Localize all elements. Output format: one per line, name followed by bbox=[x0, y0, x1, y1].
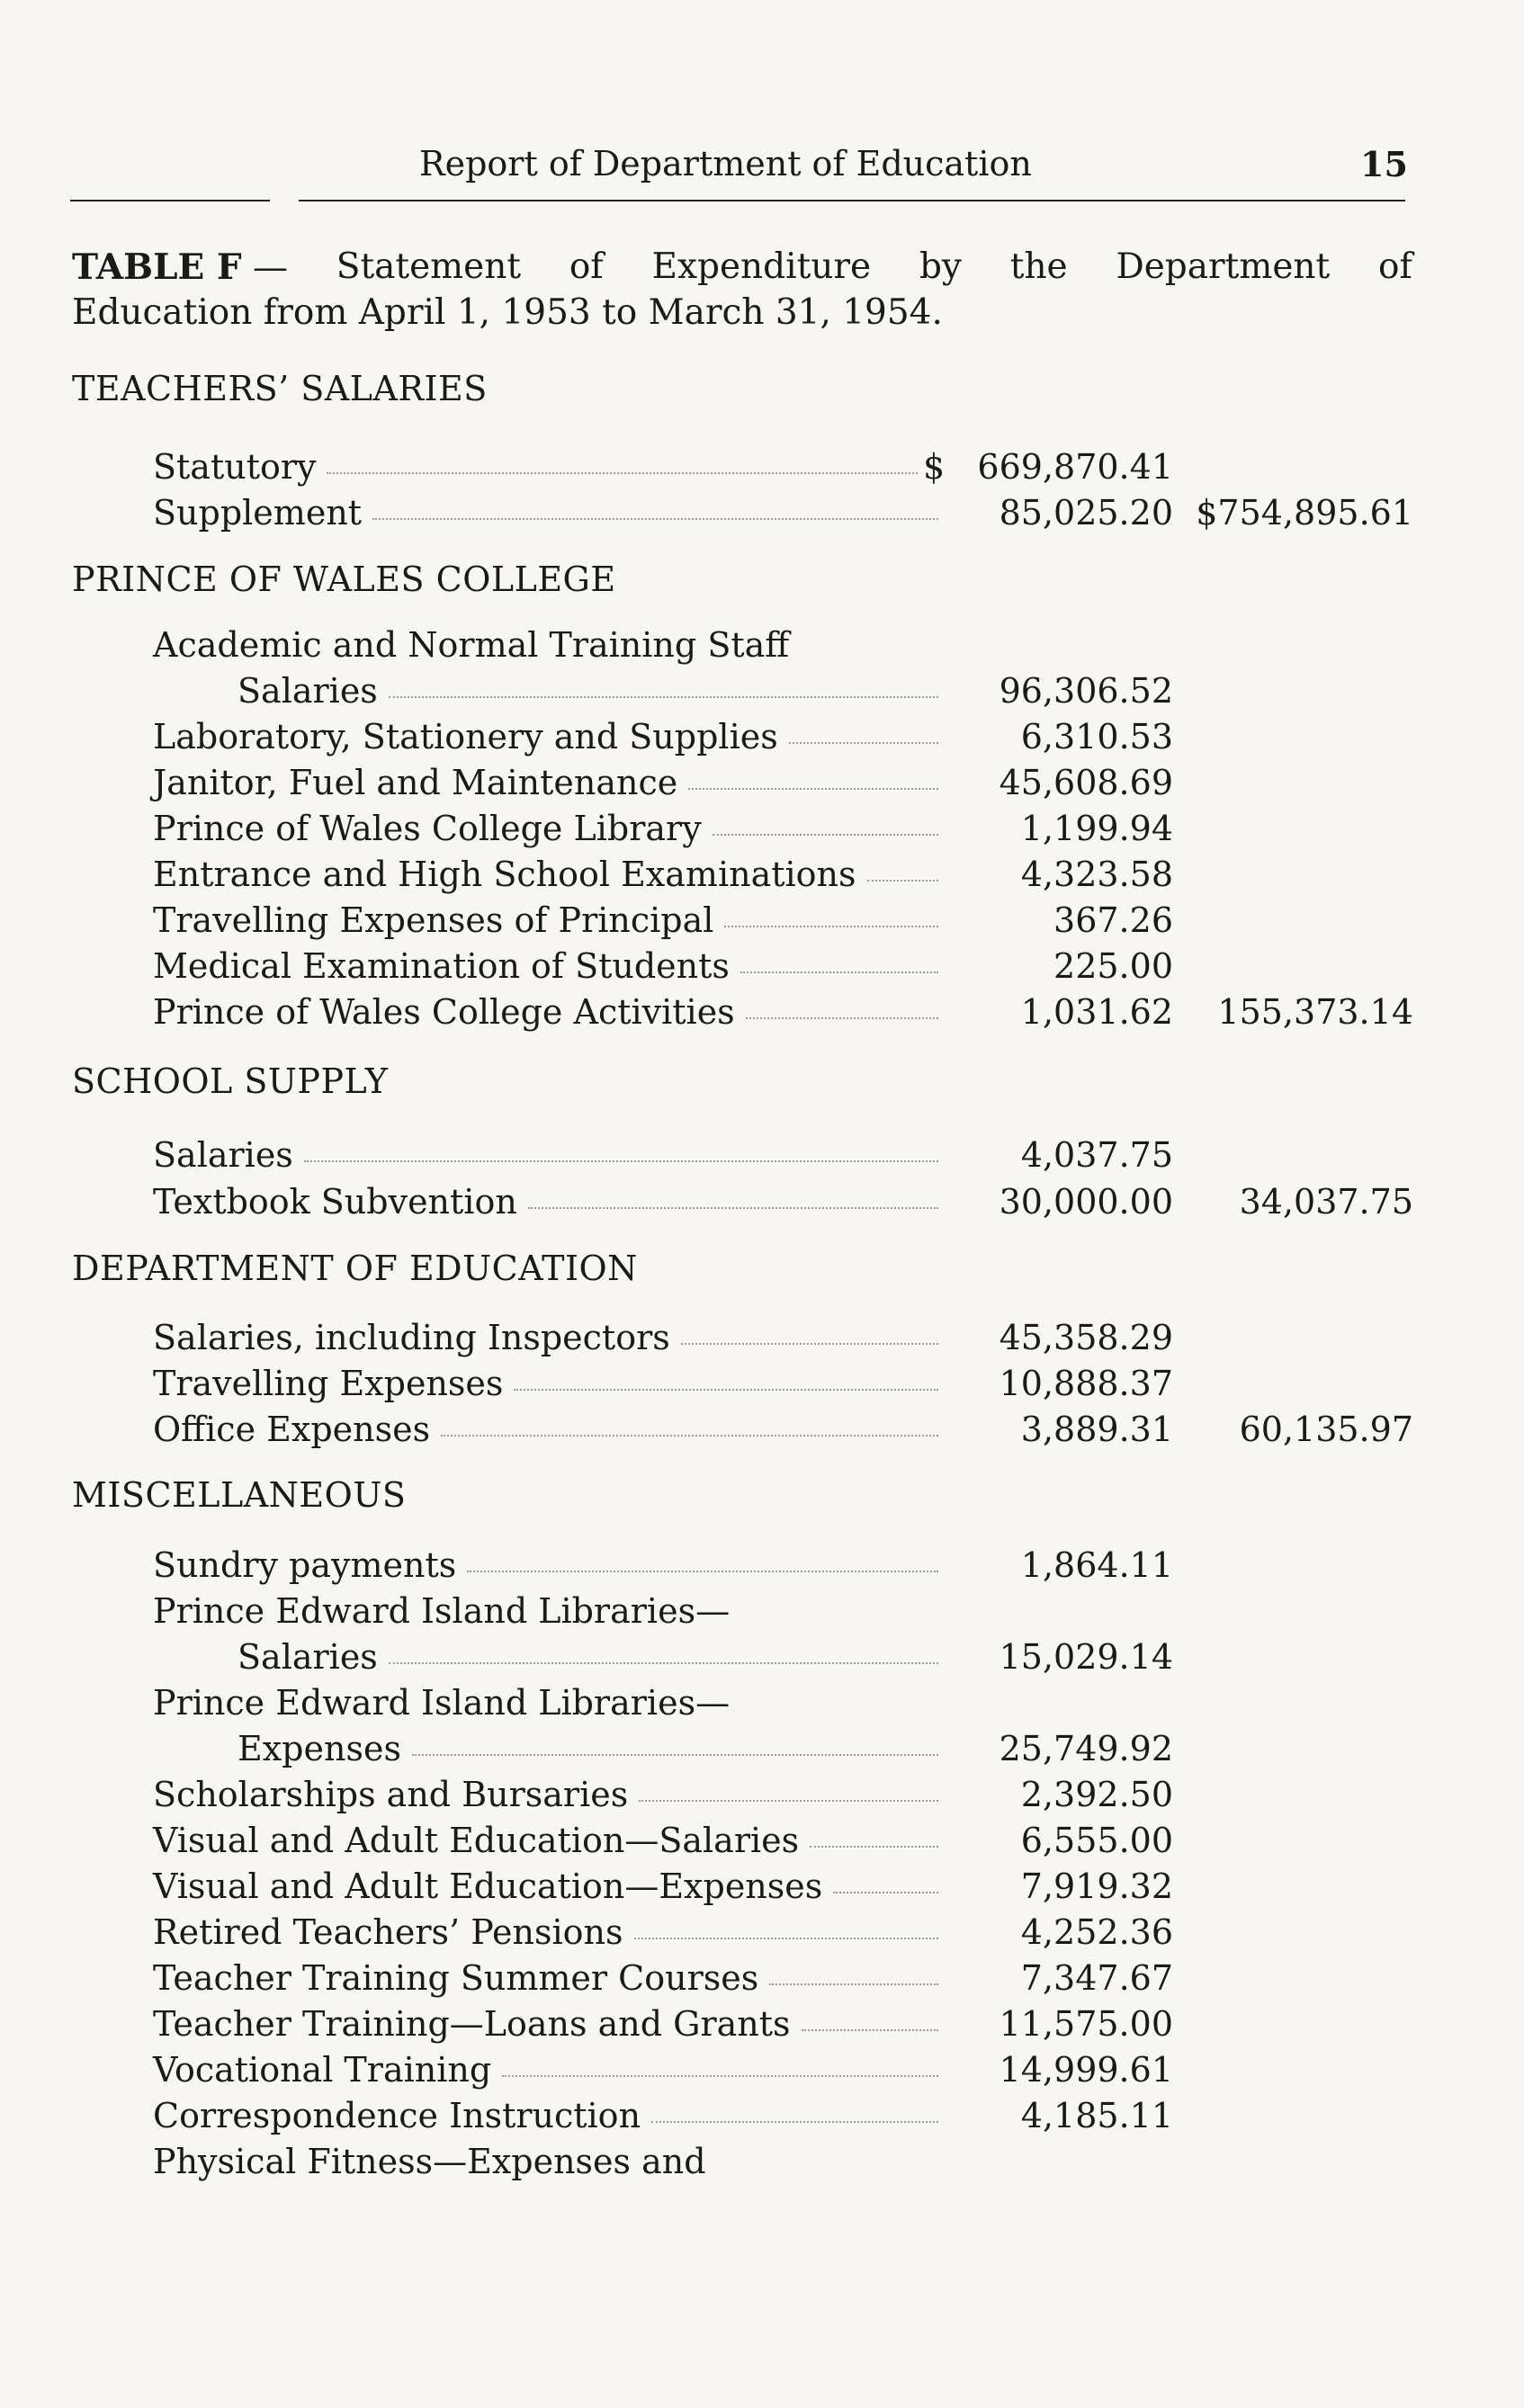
row-label: Office Expenses bbox=[153, 1410, 431, 1449]
dot-leader bbox=[833, 1892, 938, 1893]
row-amount: 1,031.62 bbox=[1020, 992, 1173, 1032]
dot-leader bbox=[502, 2075, 938, 2077]
dot-leader bbox=[304, 1160, 938, 1162]
dot-leader bbox=[746, 1017, 938, 1019]
section-total: $754,895.61 bbox=[1196, 493, 1413, 533]
table-row bbox=[0, 1683, 1524, 1728]
dot-leader bbox=[802, 2029, 938, 2031]
table-row bbox=[0, 1318, 1524, 1363]
row-amount: 367.26 bbox=[1053, 900, 1173, 940]
caption-word: Expenditure bbox=[651, 246, 872, 287]
header-rule bbox=[299, 200, 1405, 201]
table-row bbox=[0, 1410, 1524, 1455]
row-label: Sundry payments bbox=[153, 1545, 457, 1585]
running-head bbox=[0, 144, 1524, 189]
row-label: Laboratory, Stationery and Supplies bbox=[153, 717, 778, 756]
row-label: Supplement bbox=[153, 493, 363, 533]
caption-word: Department bbox=[1116, 246, 1331, 287]
row-label: Scholarships and Bursaries bbox=[153, 1775, 629, 1814]
table-row bbox=[0, 1182, 1524, 1227]
table-row bbox=[0, 1912, 1524, 1957]
caption-line-2: Education from April 1, 1953 to March 31, 1954. bbox=[72, 292, 943, 333]
row-label: Physical Fitness—Expenses and bbox=[153, 2142, 706, 2181]
dot-leader bbox=[389, 696, 938, 698]
row-amount: 669,870.41 bbox=[977, 447, 1173, 487]
dot-leader bbox=[514, 1389, 938, 1391]
section-heading: SCHOOL SUPPLY bbox=[72, 1061, 389, 1101]
header-rule bbox=[70, 200, 270, 201]
dot-leader bbox=[372, 518, 938, 520]
table-row bbox=[0, 447, 1524, 492]
table-row bbox=[0, 900, 1524, 945]
table-row bbox=[0, 2096, 1524, 2141]
dot-leader bbox=[789, 742, 938, 744]
row-amount: 6,555.00 bbox=[1020, 1821, 1173, 1860]
table-row bbox=[0, 671, 1524, 716]
row-amount: 30,000.00 bbox=[999, 1182, 1173, 1222]
row-label: Prince Edward Island Libraries— bbox=[153, 1591, 731, 1631]
row-amount: 7,919.32 bbox=[1020, 1866, 1173, 1906]
table-row bbox=[0, 493, 1524, 538]
row-label: Salaries bbox=[238, 671, 378, 711]
row-label: Travelling Expenses bbox=[153, 1364, 504, 1403]
section-total: 34,037.75 bbox=[1239, 1182, 1413, 1222]
dot-leader bbox=[634, 1938, 938, 1939]
row-amount: 11,575.00 bbox=[999, 2004, 1173, 2044]
row-amount: 6,310.53 bbox=[1020, 717, 1173, 756]
table-row bbox=[0, 2004, 1524, 2049]
dot-leader bbox=[639, 1800, 938, 1802]
table-row bbox=[0, 946, 1524, 991]
section-total: 60,135.97 bbox=[1239, 1410, 1413, 1449]
row-label: Entrance and High School Examinations bbox=[153, 855, 856, 894]
table-caption bbox=[72, 245, 1412, 336]
caption-word: Statement bbox=[336, 246, 521, 287]
table-row bbox=[0, 1591, 1524, 1636]
dot-leader bbox=[681, 1343, 938, 1345]
running-head-title: Report of Department of Education bbox=[419, 144, 1032, 184]
dot-leader bbox=[867, 880, 938, 882]
dot-leader bbox=[769, 1983, 938, 1985]
row-label: Expenses bbox=[238, 1729, 401, 1768]
section-total: 155,373.14 bbox=[1217, 992, 1413, 1032]
row-amount: 15,029.14 bbox=[999, 1637, 1173, 1677]
row-amount: 14,999.61 bbox=[999, 2050, 1173, 2090]
section-heading: TEACHERS’ SALARIES bbox=[72, 369, 488, 408]
dot-leader bbox=[713, 834, 938, 836]
row-label: Statutory bbox=[153, 447, 317, 487]
table-row bbox=[0, 855, 1524, 900]
row-label: Retired Teachers’ Pensions bbox=[153, 1912, 623, 1952]
row-amount: 25,749.92 bbox=[999, 1729, 1173, 1768]
table-row bbox=[0, 1775, 1524, 1820]
row-label: Teacher Training—Loans and Grants bbox=[153, 2004, 791, 2044]
section-heading: DEPARTMENT OF EDUCATION bbox=[72, 1249, 638, 1288]
caption-word: of bbox=[1378, 246, 1412, 287]
dot-leader bbox=[651, 2121, 938, 2123]
table-row bbox=[0, 809, 1524, 854]
table-row bbox=[0, 1545, 1524, 1590]
table-row bbox=[0, 625, 1524, 670]
row-amount: 1,199.94 bbox=[1020, 809, 1173, 848]
row-amount: 7,347.67 bbox=[1020, 1958, 1173, 1998]
dollar-sign: $ bbox=[923, 447, 946, 487]
row-label: Prince of Wales College Library bbox=[153, 809, 702, 848]
row-amount: 96,306.52 bbox=[999, 671, 1173, 711]
table-row bbox=[0, 763, 1524, 808]
row-amount: 45,608.69 bbox=[999, 763, 1173, 802]
row-amount: 2,392.50 bbox=[1020, 1775, 1173, 1814]
caption-dash: — bbox=[252, 247, 288, 288]
caption-label-group bbox=[72, 245, 288, 291]
row-label: Salaries bbox=[153, 1135, 293, 1175]
row-amount: 225.00 bbox=[1053, 946, 1173, 986]
table-row bbox=[0, 992, 1524, 1037]
table-row bbox=[0, 1958, 1524, 2003]
dot-leader bbox=[528, 1207, 938, 1209]
table-row bbox=[0, 1637, 1524, 1682]
dot-leader bbox=[740, 971, 938, 973]
section-heading: MISCELLANEOUS bbox=[72, 1475, 407, 1515]
caption-word: by bbox=[919, 246, 962, 287]
row-label: Visual and Adult Education—Expenses bbox=[153, 1866, 823, 1906]
row-amount: 4,185.11 bbox=[1020, 2096, 1173, 2135]
table-row bbox=[0, 1866, 1524, 1911]
page-number: 15 bbox=[1360, 144, 1408, 184]
dot-leader bbox=[441, 1435, 938, 1437]
row-label: Prince of Wales College Activities bbox=[153, 992, 735, 1032]
caption-label: TABLE F bbox=[72, 246, 242, 288]
table-row bbox=[0, 1135, 1524, 1180]
dot-leader bbox=[688, 788, 938, 790]
dot-leader bbox=[724, 926, 938, 927]
dot-leader bbox=[412, 1754, 938, 1756]
table-row bbox=[0, 1729, 1524, 1774]
section-heading: PRINCE OF WALES COLLEGE bbox=[72, 559, 616, 599]
row-amount: 4,252.36 bbox=[1020, 1912, 1173, 1952]
caption-word: the bbox=[1009, 246, 1068, 287]
row-amount: 1,864.11 bbox=[1020, 1545, 1173, 1585]
row-label: Medical Examination of Students bbox=[153, 946, 730, 986]
row-label: Prince Edward Island Libraries— bbox=[153, 1683, 731, 1723]
table-row bbox=[0, 2142, 1524, 2187]
table-row bbox=[0, 1821, 1524, 1866]
dot-leader bbox=[327, 472, 918, 474]
dot-leader bbox=[389, 1662, 938, 1664]
row-label: Correspondence Instruction bbox=[153, 2096, 641, 2135]
row-label: Janitor, Fuel and Maintenance bbox=[153, 763, 678, 802]
row-amount: 10,888.37 bbox=[999, 1364, 1173, 1403]
row-amount: 3,889.31 bbox=[1020, 1410, 1173, 1449]
row-label: Salaries bbox=[238, 1637, 378, 1677]
table-row bbox=[0, 2050, 1524, 2095]
table-row bbox=[0, 717, 1524, 762]
dot-leader bbox=[810, 1846, 938, 1848]
table-row bbox=[0, 1364, 1524, 1409]
row-amount: 4,323.58 bbox=[1020, 855, 1173, 894]
row-label: Academic and Normal Training Staff bbox=[153, 625, 790, 665]
row-label: Travelling Expenses of Principal bbox=[153, 900, 714, 940]
row-label: Textbook Subvention bbox=[153, 1182, 517, 1222]
caption-line-1 bbox=[72, 245, 1412, 291]
row-amount: 4,037.75 bbox=[1020, 1135, 1173, 1175]
dot-leader bbox=[467, 1571, 938, 1572]
row-amount: 45,358.29 bbox=[999, 1318, 1173, 1357]
row-label: Visual and Adult Education—Salaries bbox=[153, 1821, 800, 1860]
row-label: Vocational Training bbox=[153, 2050, 492, 2090]
caption-word: of bbox=[569, 246, 604, 287]
row-amount: 85,025.20 bbox=[999, 493, 1173, 533]
row-label: Salaries, including Inspectors bbox=[153, 1318, 670, 1357]
row-label: Teacher Training Summer Courses bbox=[153, 1958, 759, 1998]
